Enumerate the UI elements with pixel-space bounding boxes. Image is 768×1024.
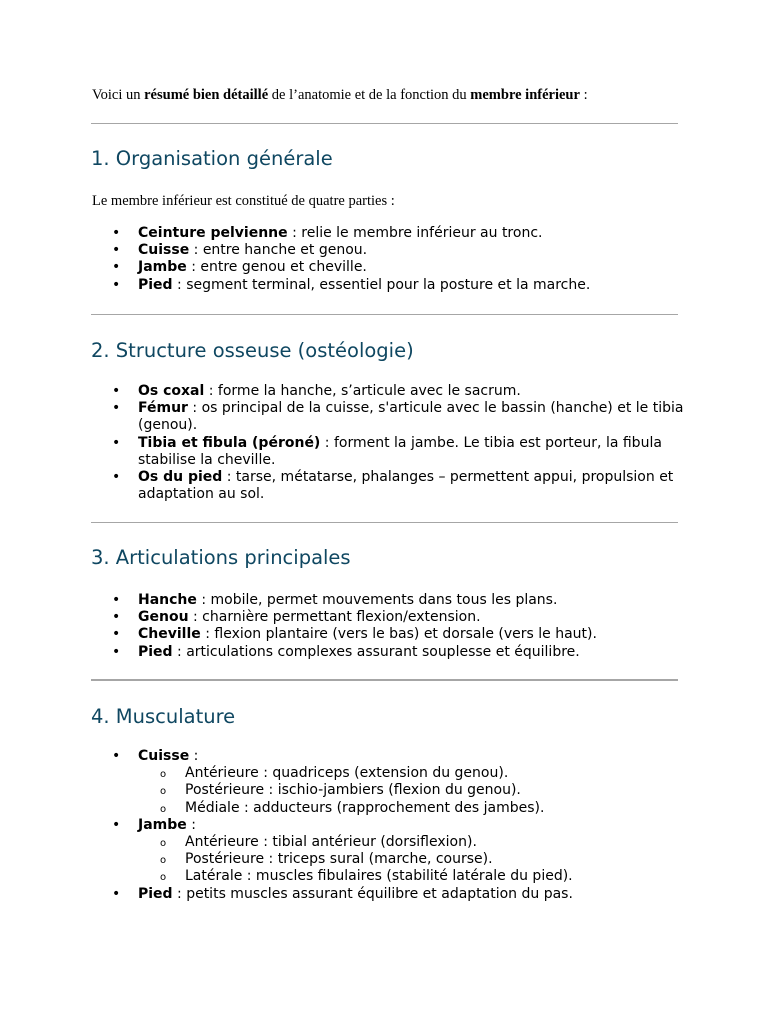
list-item	[0, 469, 688, 503]
list-term: Cuisse	[138, 242, 190, 259]
bullet-list-musculature	[0, 748, 688, 903]
list-text: : petits muscles assurant équilibre et adaptation du pas.	[172, 885, 573, 902]
list-text: :	[189, 748, 199, 764]
circle-bullet-icon: o	[160, 855, 167, 867]
section-heading-articulations: 3. Articulations principales	[91, 546, 351, 569]
sub-list-text: Médiale : adducteurs (rapprochement des jambes).	[185, 799, 545, 816]
list-text: : tarse, métatarse, phalanges – permettent appui, propulsion et adaptation au sol.	[138, 469, 674, 503]
bullet-icon: •	[112, 885, 121, 902]
sub-list-item	[138, 834, 688, 851]
list-term: Cheville	[138, 626, 201, 643]
list-item	[0, 817, 688, 886]
list-term: Fémur	[138, 400, 188, 417]
sub-list	[138, 765, 688, 817]
list-item	[0, 626, 688, 643]
list-text: : entre hanche et genou.	[189, 242, 368, 259]
list-text: :	[186, 816, 196, 833]
horizontal-rule	[91, 522, 678, 523]
list-text: : charnière permettant flexion/extension.	[188, 609, 481, 626]
section-heading-osteologie: 2. Structure osseuse (ostéologie)	[91, 339, 414, 362]
list-term: Cuisse	[138, 748, 190, 764]
bullet-icon: •	[112, 592, 121, 608]
list-term: Ceinture pelvienne	[138, 225, 288, 241]
circle-bullet-icon: o	[160, 803, 167, 815]
bullet-list-osteologie	[0, 383, 688, 503]
list-item	[0, 225, 688, 242]
bullet-icon: •	[112, 469, 121, 486]
sub-list-text: Postérieure : triceps sural (marche, course).	[185, 851, 493, 868]
list-item	[0, 383, 688, 400]
sub-list-item	[138, 782, 688, 799]
sub-list-text: Latérale : muscles fibulaires (stabilité latérale du pied).	[185, 868, 573, 885]
bullet-icon: •	[112, 242, 121, 259]
bullet-icon: •	[112, 434, 121, 451]
list-item	[0, 242, 688, 259]
bullet-icon: •	[112, 383, 121, 399]
section-heading-musculature: 4. Musculature	[91, 705, 236, 728]
list-item	[0, 644, 688, 661]
section-heading-organisation: 1. Organisation générale	[91, 147, 333, 170]
intro-bold: résumé bien détaillé	[144, 87, 269, 103]
list-item	[0, 277, 688, 294]
list-item	[0, 592, 688, 609]
sub-list-text: Antérieure : tibial antérieur (dorsiflexion).	[185, 834, 477, 851]
list-item	[0, 435, 688, 469]
bullet-icon: •	[112, 225, 121, 241]
list-text: : mobile, permet mouvements dans tous les plans.	[196, 592, 558, 608]
list-term: Pied	[138, 885, 173, 902]
circle-bullet-icon: o	[160, 838, 167, 850]
bullet-icon: •	[112, 400, 121, 417]
list-text: : os principal de la cuisse, s'articule avec le bassin (hanche) et le tibia (genou).	[138, 400, 684, 434]
horizontal-rule	[91, 123, 678, 124]
list-text: : articulations complexes assurant souplesse et équilibre.	[172, 643, 580, 660]
list-item	[0, 886, 688, 903]
list-term: Tibia et fibula (péroné)	[138, 434, 321, 451]
list-item	[0, 400, 688, 434]
sub-list	[138, 834, 688, 886]
horizontal-rule	[91, 314, 678, 315]
list-text: : relie le membre inférieur au tronc.	[287, 225, 543, 241]
circle-bullet-icon: o	[160, 769, 167, 781]
bullet-icon: •	[112, 259, 121, 276]
sub-list-text: Postérieure : ischio-jambiers (flexion du genou).	[185, 782, 521, 799]
intro-text: :	[579, 87, 588, 103]
list-term: Pied	[138, 276, 173, 293]
bullet-icon: •	[112, 626, 121, 643]
list-text: : segment terminal, essentiel pour la posture et la marche.	[172, 276, 591, 293]
bullet-list-organisation	[0, 225, 688, 294]
circle-bullet-icon: o	[160, 872, 167, 884]
section-intro: Le membre inférieur est constitué de quatre parties :	[92, 193, 395, 209]
list-item	[0, 609, 688, 626]
list-text: : forme la hanche, s’articule avec le sacrum.	[204, 383, 521, 399]
list-text: : flexion plantaire (vers le bas) et dorsale (vers le haut).	[200, 626, 597, 643]
sub-list-text: Antérieure : quadriceps (extension du genou).	[185, 765, 509, 782]
list-term: Pied	[138, 643, 173, 660]
list-term: Hanche	[138, 592, 197, 608]
intro-bold: membre inférieur	[470, 87, 580, 103]
bullet-icon: •	[112, 643, 121, 660]
sub-list-item	[138, 851, 688, 868]
list-text: : entre genou et cheville.	[186, 259, 367, 276]
list-text: : forment la jambe. Le tibia est porteur, la fibula stabilise la cheville.	[138, 434, 662, 468]
list-term: Jambe	[138, 816, 187, 833]
circle-bullet-icon: o	[160, 786, 167, 798]
sub-list-item	[138, 800, 688, 817]
horizontal-rule	[91, 679, 678, 681]
intro-text: Voici un	[92, 87, 145, 103]
list-term: Os du pied	[138, 469, 223, 486]
bullet-list-articulations	[0, 592, 688, 661]
sub-list-item	[138, 765, 688, 782]
list-term: Os coxal	[138, 383, 205, 399]
bullet-icon: •	[112, 276, 121, 293]
bullet-icon: •	[112, 748, 121, 764]
list-item	[0, 259, 688, 276]
intro-paragraph	[92, 86, 588, 104]
intro-text: de l’anatomie et de la fonction du	[268, 87, 471, 103]
list-term: Jambe	[138, 259, 187, 276]
sub-list-item	[138, 868, 688, 885]
list-item	[0, 748, 688, 817]
bullet-icon: •	[112, 816, 121, 833]
list-term: Genou	[138, 609, 189, 626]
bullet-icon: •	[112, 609, 121, 626]
